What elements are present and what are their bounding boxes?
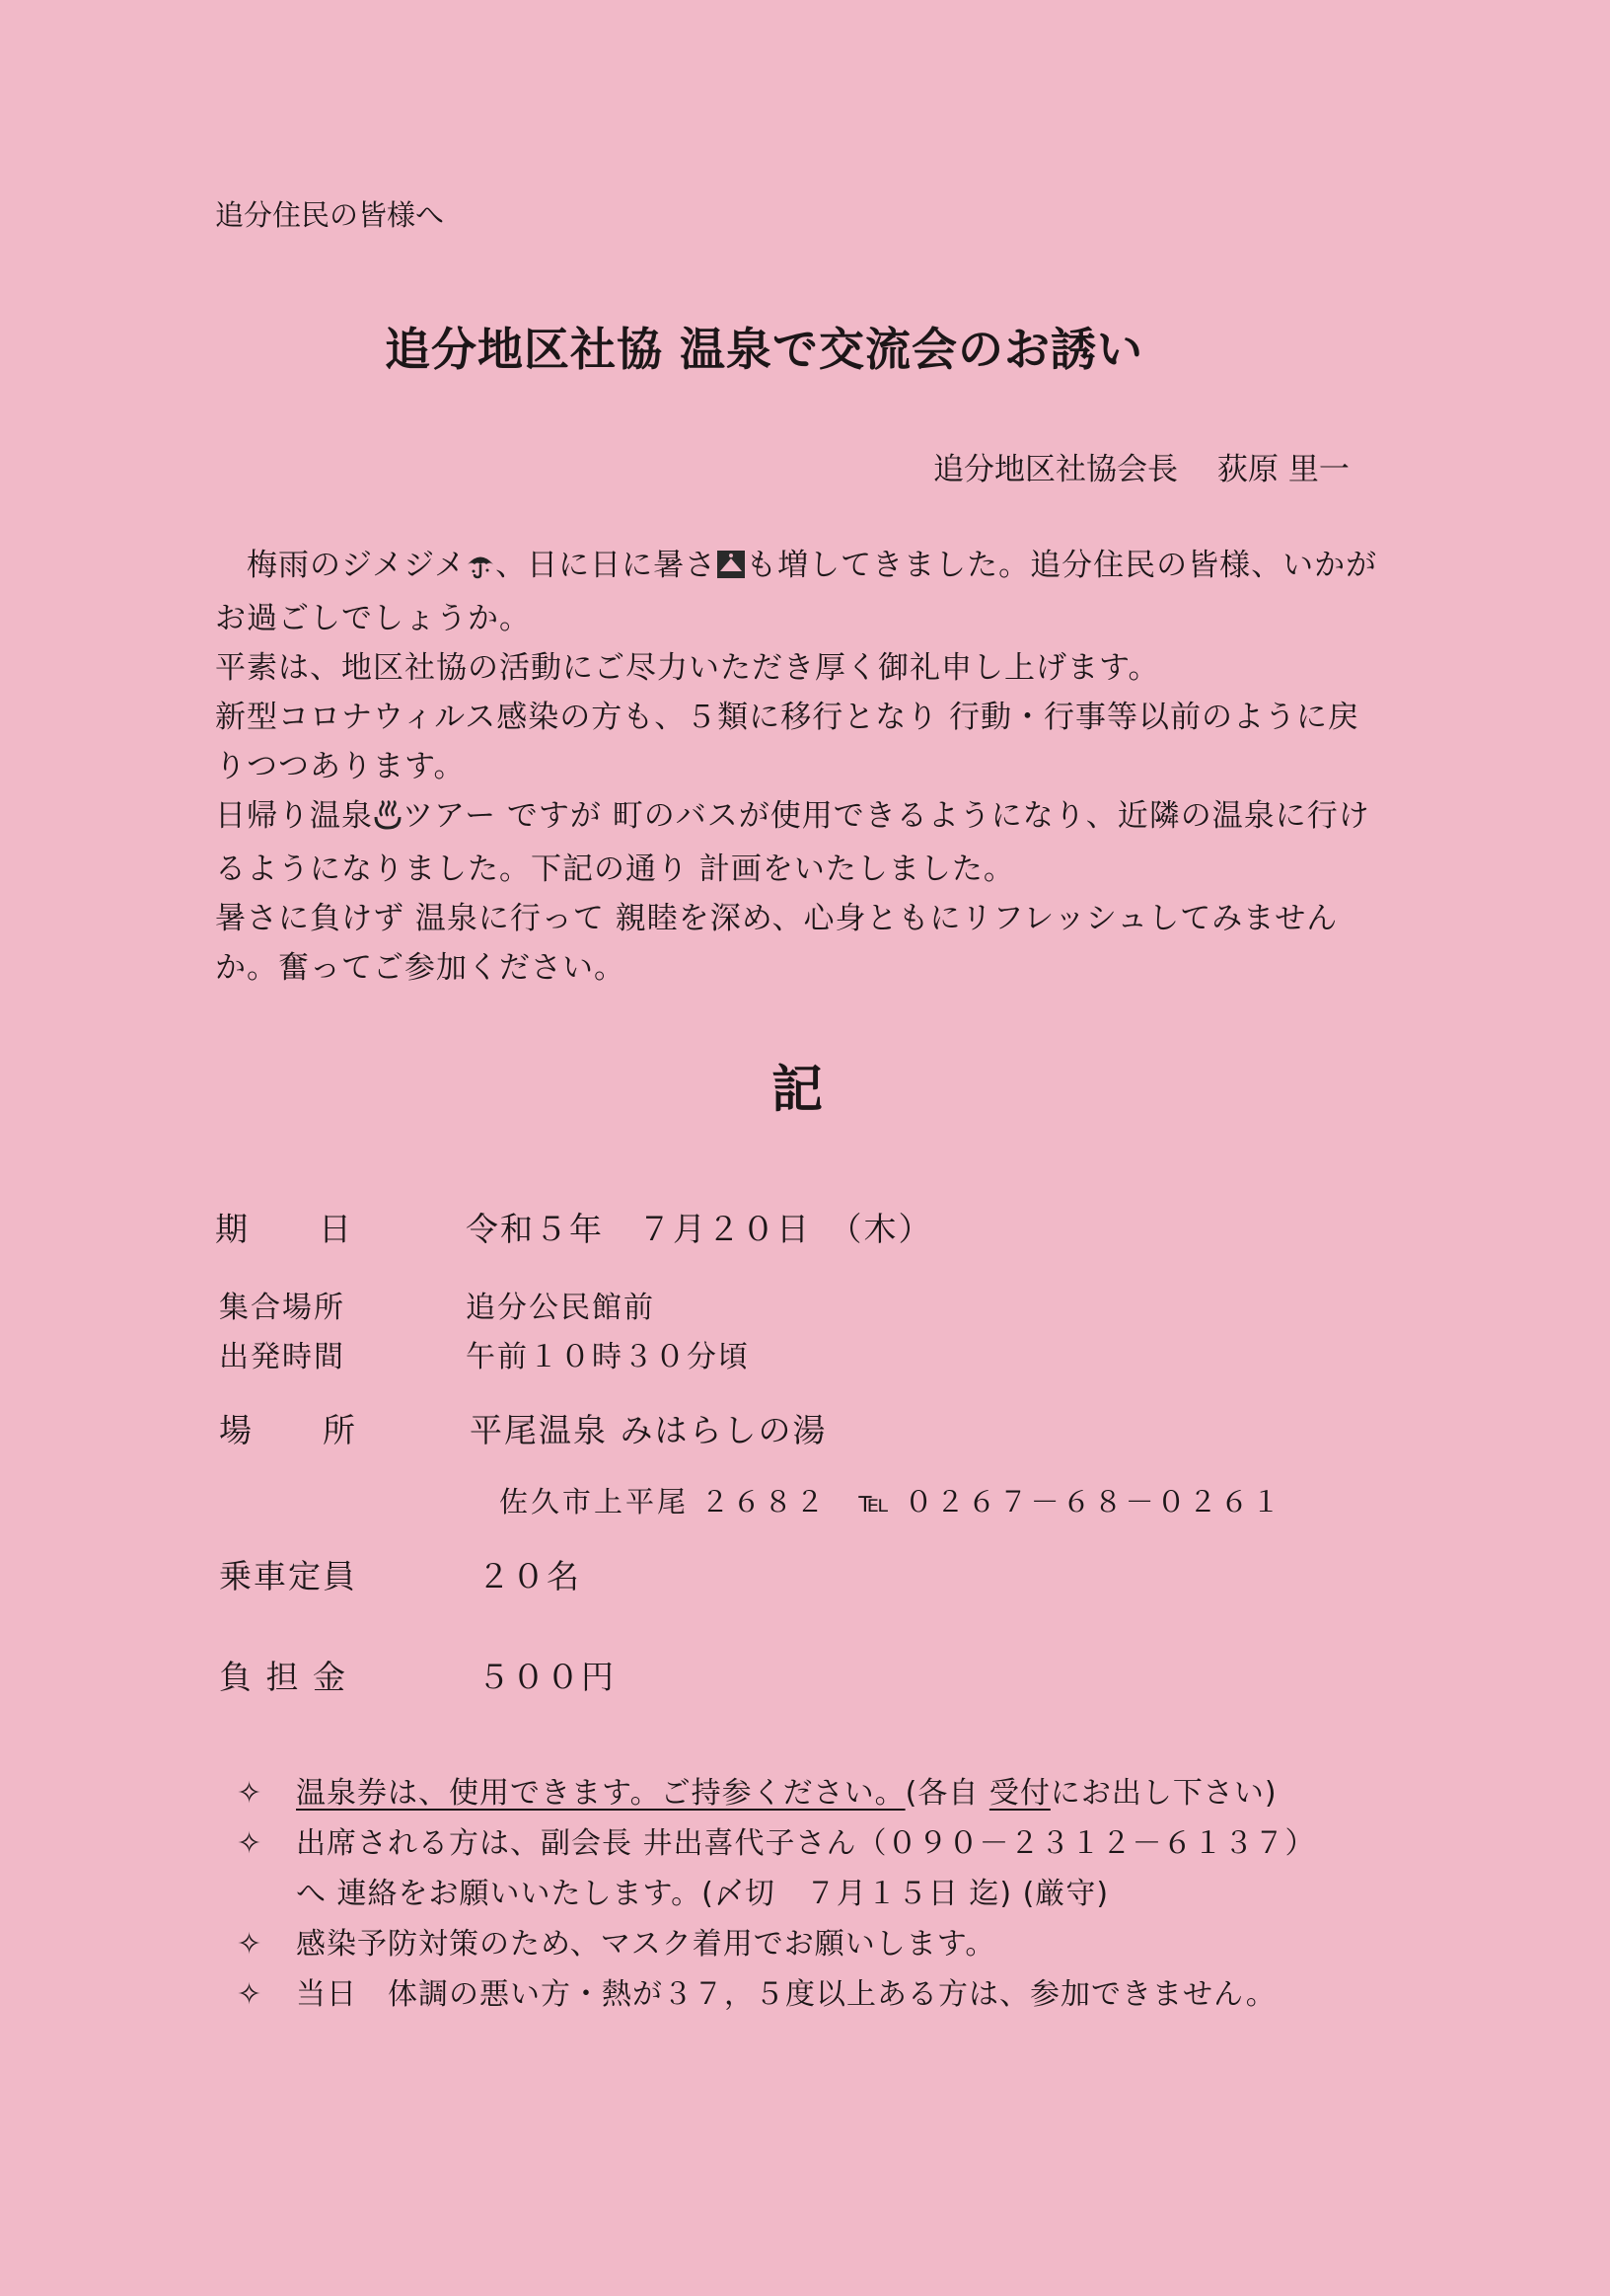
ki-heading: 記 [771,1061,824,1120]
note-item-continuation: へ 連絡をお願いいたします。(〆切 ７月１５日 迄) (厳守) [296,1877,1110,1911]
place-value: 平尾温泉 みはらしの湯 [470,1411,828,1449]
body-paragraph-3: 新型コロナウィルス感染の方も、５類に移行となり 行動・行事等以前のように戻りつつあります。 [215,700,1360,784]
body-paragraph-5: 暑さに負けず 温泉に行って 親睦を深め、心身ともにリフレッシュしてみませんか。奮ってご参加ください。 [215,901,1339,986]
note-item: ✧ 出席される方は、副会長 井出喜代子さん（０９０－２３１２－６１３７） [237,1818,1421,1869]
body-text [215,541,1389,993]
meeting-place-value: 追分公民館前 [466,1291,655,1325]
date-value: 令和５年 ７月２０日 （木） [466,1210,933,1248]
sender-name: 荻原 里一 [1217,452,1350,487]
fee-label: 負 担 金 [219,1658,347,1696]
departure-time-label: 出発時間 [219,1340,345,1374]
sun-icon [716,545,746,594]
note-item: ✧ 当日 体調の悪い方・熱が３７，５度以上ある方は、参加できません。 [237,1969,1421,2020]
umbrella-icon [466,545,495,594]
note-item: ✧ 感染予防対策のため、マスク着用でお願いします。 [237,1919,1421,1969]
diamond-star-icon: ✧ [237,1826,263,1861]
place-address: 佐久市上平尾 ２６８２ ℡ ０２６７－６８－０２６１ [499,1485,1283,1518]
fee-value: ５００円 [477,1658,616,1696]
notes-list [237,1768,1421,2020]
body-paragraph-4: 日帰り温泉 ツアー ですが 町のバスが使用できるようになり、近隣の温泉に行けるようになりました。下記の通り 計画をいたしました。 [215,791,1389,894]
document-title: 追分地区社協 温泉で交流会のお誘い [385,323,1144,376]
departure-time-value: 午前１０時３０分頃 [466,1340,750,1374]
diamond-star-icon: ✧ [237,1977,263,2012]
body-paragraph-1: 梅雨のジメジメ 、日に日に暑さ も増してきました。追分住民の皆様、いかがお過ごしでしょうか。 [215,541,1389,643]
sender-role: 追分地区社協会長 [933,452,1178,487]
place-label: 場 所 [219,1411,357,1449]
note-item: ✧ 温泉券は、使用できます。ご持参ください。(各自 受付にお出し下さい) [237,1768,1421,1818]
diamond-star-icon: ✧ [237,1927,263,1962]
meeting-place-label: 集合場所 [219,1291,345,1325]
hot-spring-icon [373,795,402,845]
date-label: 期 日 [215,1210,353,1248]
addressee: 追分住民の皆様へ [215,198,445,232]
sender [933,444,1350,488]
capacity-value: ２０名 [477,1557,581,1595]
body-paragraph-2: 平素は、地区社協の活動にご尽力いただき厚く御礼申し上げます。 [215,650,1160,686]
capacity-label: 乗車定員 [219,1557,357,1595]
diamond-star-icon: ✧ [237,1776,263,1811]
